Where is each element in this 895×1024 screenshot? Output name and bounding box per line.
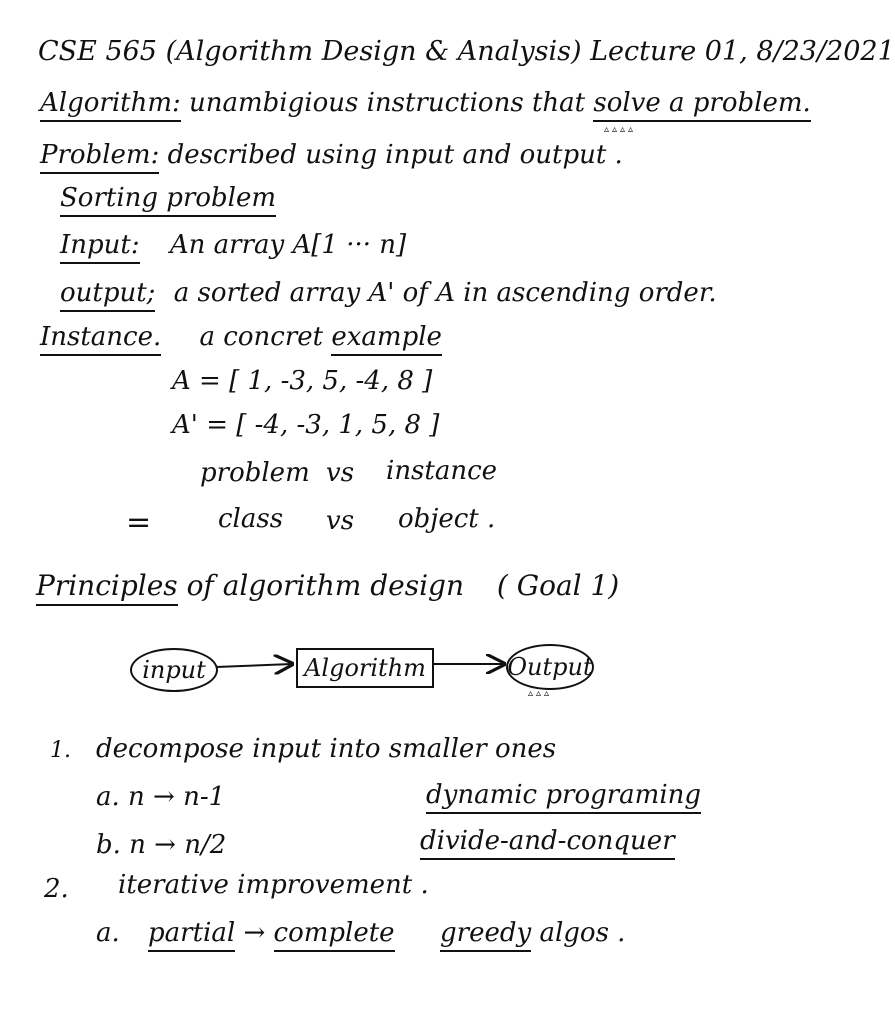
diagram-output-node: Output — [506, 644, 594, 690]
problem-vs-instance-mid: vs — [326, 458, 355, 488]
item2-number: 2. — [44, 874, 69, 904]
page-title: CSE 565 (Algorithm Design & Analysis) Lecture 01, 8/23/2021 — [38, 36, 895, 67]
item1a-left: a. n → n-1 — [96, 782, 226, 812]
algorithm-term: Algorithm: — [40, 88, 181, 122]
array-a-prime: A' = [ -4, -3, 1, 5, 8 ] — [172, 410, 440, 440]
diagram-input-node: input — [130, 648, 218, 692]
item1-number: 1. — [50, 738, 71, 763]
equals-sign: = — [126, 505, 152, 540]
problem-vs-instance-left: problem — [200, 458, 310, 488]
instance-text: a concret — [199, 322, 324, 352]
emphasis-marks: ▵▵▵▵ — [604, 124, 637, 135]
array-a: A = [ 1, -3, 5, -4, 8 ] — [172, 366, 433, 396]
output-emphasis-marks: ▵▵▵ — [528, 688, 553, 699]
input-label: Input: — [60, 230, 140, 264]
principles-word: Principles — [36, 569, 178, 606]
instance-example: example — [331, 322, 442, 356]
algos-text: algos . — [539, 918, 626, 948]
problem-term: Problem: — [40, 140, 159, 174]
class-vs-object-mid: vs — [326, 506, 355, 536]
item2a-to: complete — [274, 918, 395, 952]
output-label: output; — [60, 278, 155, 312]
item1-text: decompose input into smaller ones — [96, 734, 557, 764]
sorting-heading-text: Sorting problem — [60, 183, 276, 217]
item2a-line — [96, 920, 395, 946]
class-vs-object-left: class — [218, 504, 284, 534]
item1a-right — [426, 782, 701, 808]
problem-def: described using input and output . — [167, 140, 623, 170]
greedy-text: greedy — [440, 918, 531, 952]
output-text: a sorted array A' of A in ascending order. — [173, 278, 717, 308]
diagram-algorithm-node: Algorithm — [296, 648, 434, 688]
item2-text: iterative improvement . — [118, 870, 429, 900]
divide-and-conquer-text: divide-and-conquer — [420, 826, 675, 860]
item2a-from: partial — [148, 918, 235, 952]
dynamic-programming-text: dynamic programing — [426, 780, 701, 814]
item1b-left: b. n → n/2 — [96, 830, 227, 860]
item1b-right — [420, 828, 675, 854]
item2a-label: a. — [96, 918, 120, 948]
algorithm-def-underlined: solve a problem. — [593, 88, 810, 122]
item2a-right — [440, 920, 625, 946]
instance-label: Instance. — [40, 322, 161, 356]
input-text: An array A[1 ··· n] — [169, 230, 407, 260]
algorithm-def-text: unambigious instructions that — [189, 88, 586, 118]
principles-rest: of algorithm design — [186, 569, 464, 602]
principles-goal: ( Goal 1) — [496, 569, 620, 602]
item2a-arrow: → — [243, 918, 266, 948]
arrow-input-to-algorithm — [216, 664, 292, 667]
problem-vs-instance-right: instance — [386, 456, 498, 486]
class-vs-object-right: object . — [398, 504, 496, 534]
